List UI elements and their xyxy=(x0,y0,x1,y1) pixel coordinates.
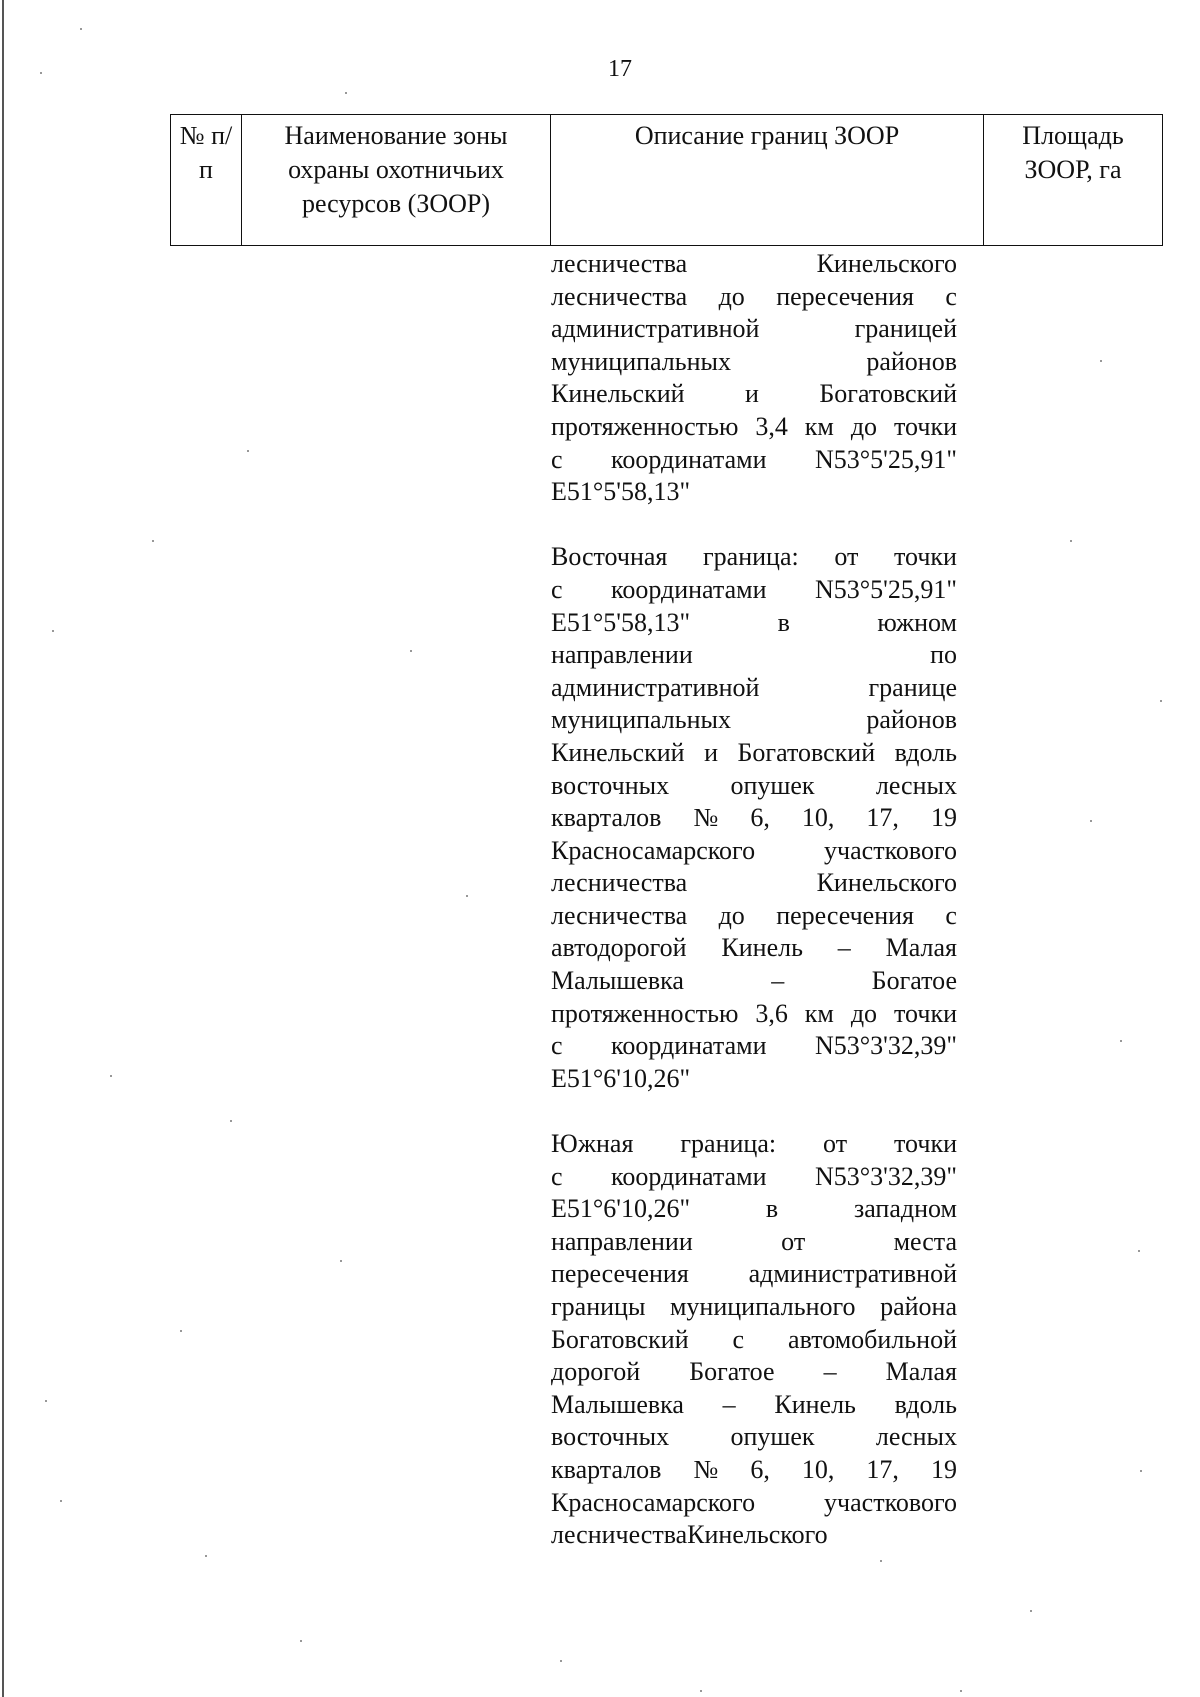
scan-speck xyxy=(60,1500,62,1502)
word: – xyxy=(771,966,785,996)
word: кварталов xyxy=(551,1454,662,1484)
text-line xyxy=(551,900,957,933)
word: Южная xyxy=(551,1129,634,1159)
scan-speck xyxy=(410,650,412,652)
word: вдоль xyxy=(894,737,957,767)
word: с xyxy=(732,1324,745,1354)
word: координатами xyxy=(611,1161,767,1191)
word: Малышевка xyxy=(551,966,684,996)
scan-speck xyxy=(700,1690,702,1692)
text-line xyxy=(551,932,957,965)
word: граница: xyxy=(680,1129,777,1159)
word: 17, xyxy=(866,803,899,833)
word: Кинельского xyxy=(687,1520,828,1550)
word: E51°5'58,13" xyxy=(551,607,691,637)
text-line xyxy=(551,835,957,868)
word: Восточная xyxy=(551,542,668,572)
word: восточных xyxy=(551,1422,670,1452)
text-line xyxy=(551,1324,957,1357)
word: участкового xyxy=(824,835,957,865)
word: места xyxy=(893,1226,957,1256)
text-line xyxy=(551,737,957,770)
word: координатами xyxy=(611,444,767,474)
word: протяженностью xyxy=(551,411,739,441)
scan-speck xyxy=(466,895,468,897)
word: Богатое xyxy=(689,1357,775,1387)
scan-speck xyxy=(1030,1610,1032,1612)
word: с xyxy=(551,1161,563,1191)
word: Кинель xyxy=(721,933,803,963)
column-header-boundary-description: Описание границ ЗООР xyxy=(551,115,984,246)
text-line xyxy=(551,1258,957,1291)
word: до xyxy=(718,900,745,930)
text-line xyxy=(551,770,957,803)
text-line xyxy=(551,867,957,900)
scan-speck xyxy=(230,1120,232,1122)
word: пересечения xyxy=(551,1259,689,1289)
boundary-paragraph xyxy=(551,1128,957,1552)
word: 10, xyxy=(801,803,835,833)
word: координатами xyxy=(611,1031,767,1061)
text-line xyxy=(551,476,957,509)
word: лесничества xyxy=(551,1520,688,1550)
word: в xyxy=(765,1194,779,1224)
word: Кинельский xyxy=(551,737,685,767)
text-line xyxy=(551,639,957,672)
text-line xyxy=(551,672,957,705)
scan-speck xyxy=(1140,1470,1142,1472)
text-line xyxy=(551,1291,957,1324)
text-line xyxy=(551,1356,957,1389)
scan-speck xyxy=(1100,360,1102,362)
word: до xyxy=(850,998,878,1028)
word: участкового xyxy=(824,1487,957,1517)
word: пересечения xyxy=(776,281,915,311)
text-line xyxy=(551,1161,957,1194)
word: Кинельского xyxy=(816,249,957,278)
word: точки xyxy=(894,411,957,441)
word: до xyxy=(850,411,878,441)
word: точки xyxy=(894,998,957,1028)
word: 3,6 xyxy=(755,998,788,1028)
column-header-zone-name: Наименование зоны охраны охотничьих ресурсов (ЗООР) xyxy=(242,115,551,246)
boundary-description-text xyxy=(551,248,957,1552)
word: № xyxy=(693,803,719,833)
word: и xyxy=(704,737,718,767)
scan-speck xyxy=(152,540,154,542)
scan-speck xyxy=(1160,700,1162,702)
word: N53°3'32,39" xyxy=(815,1161,957,1191)
word: опушек xyxy=(730,1422,815,1452)
text-line xyxy=(551,1454,957,1487)
word: автомобильной xyxy=(788,1324,957,1354)
text-line xyxy=(551,1193,957,1226)
word: лесных xyxy=(875,1422,957,1452)
word: с xyxy=(945,900,957,930)
word: муниципальных xyxy=(551,346,732,376)
word: лесничества xyxy=(551,900,688,930)
word: координатами xyxy=(611,574,767,604)
word: 19 xyxy=(930,803,957,833)
word: лесничества xyxy=(551,868,688,898)
text-line xyxy=(551,1519,957,1552)
word: Кинельского xyxy=(816,868,957,898)
scan-speck xyxy=(52,630,54,632)
word: от xyxy=(834,542,859,572)
word: 3,4 xyxy=(755,411,788,441)
scan-speck xyxy=(345,92,347,94)
word: с xyxy=(945,281,957,311)
column-header-number: № п/п xyxy=(171,115,242,246)
word: до xyxy=(718,281,745,311)
word: вдоль xyxy=(894,1389,957,1419)
scan-speck xyxy=(247,450,249,452)
scan-speck xyxy=(340,1260,342,1262)
page-number: 17 xyxy=(608,56,632,82)
text-line xyxy=(551,704,957,737)
word: дорогой xyxy=(551,1357,641,1387)
text-line xyxy=(551,1487,957,1520)
word: Богатое xyxy=(871,966,957,996)
word: района xyxy=(880,1292,957,1321)
word: лесных xyxy=(875,770,957,800)
scan-speck xyxy=(205,1555,207,1557)
word: Богатовский xyxy=(819,379,957,409)
word: N53°5'25,91" xyxy=(815,574,957,604)
word: административной xyxy=(551,314,760,344)
text-line xyxy=(551,1128,957,1161)
word: Красносамарского xyxy=(551,835,756,865)
scan-speck xyxy=(45,1400,47,1402)
word: № xyxy=(693,1454,719,1484)
word: граница: xyxy=(703,542,799,572)
word: муниципального xyxy=(669,1292,856,1321)
word: Малая xyxy=(885,933,957,963)
text-line xyxy=(551,574,957,607)
text-line xyxy=(551,802,957,835)
word: Малая xyxy=(885,1357,957,1387)
word: Красносамарского xyxy=(551,1487,756,1517)
scan-speck xyxy=(1120,1040,1122,1042)
word: N53°3'32,39" xyxy=(815,1031,957,1061)
word: 6, xyxy=(750,803,770,833)
text-line xyxy=(551,444,957,477)
word: км xyxy=(804,411,834,441)
text-line xyxy=(551,281,957,314)
word: 19 xyxy=(930,1454,957,1484)
word: и xyxy=(745,379,759,409)
scan-speck xyxy=(180,1330,182,1332)
text-line xyxy=(551,248,957,281)
scan-speck xyxy=(960,1690,962,1692)
word: западном xyxy=(853,1194,957,1224)
text-line xyxy=(551,1030,957,1063)
word: с xyxy=(551,574,563,604)
word: административной xyxy=(551,672,760,702)
word: границей xyxy=(854,314,957,344)
word: N53°5'25,91" xyxy=(815,444,957,474)
word: муниципальных xyxy=(551,705,732,735)
word: автодорогой xyxy=(551,933,687,963)
word: кварталов xyxy=(551,803,662,833)
text-line xyxy=(551,313,957,346)
word: E51°6'10,26" xyxy=(551,1194,691,1224)
word: Богатовский xyxy=(551,1324,689,1354)
scan-speck xyxy=(1138,1250,1140,1252)
word: Малышевка xyxy=(551,1389,684,1419)
word: E51°5'58,13" xyxy=(551,477,691,507)
word: от xyxy=(823,1129,848,1159)
word: от xyxy=(781,1226,806,1256)
text-line xyxy=(551,378,957,411)
word: 17, xyxy=(866,1454,899,1484)
word: – xyxy=(722,1389,736,1419)
text-line xyxy=(551,1226,957,1259)
boundary-paragraph xyxy=(551,541,957,1095)
word: точки xyxy=(894,1129,957,1159)
word: 6, xyxy=(750,1454,770,1484)
scan-edge xyxy=(2,0,4,1697)
word: южном xyxy=(877,607,957,637)
text-line xyxy=(551,1063,957,1096)
word: Богатовский xyxy=(737,737,876,767)
word: границе xyxy=(868,672,957,702)
word: точки xyxy=(894,542,957,572)
text-line xyxy=(551,965,957,998)
word: с xyxy=(551,444,563,474)
word: пересечения xyxy=(776,900,915,930)
word: с xyxy=(551,1031,563,1061)
word: направлении xyxy=(551,640,693,670)
scan-speck xyxy=(300,1640,302,1642)
scan-speck xyxy=(40,72,42,74)
boundary-paragraph xyxy=(551,248,957,509)
boundary-table-header xyxy=(170,114,1163,246)
scan-speck xyxy=(110,1075,112,1077)
word: в xyxy=(777,607,790,637)
word: – xyxy=(823,1357,837,1387)
word: направлении xyxy=(551,1226,693,1256)
scan-speck xyxy=(1070,540,1072,542)
text-line xyxy=(551,998,957,1031)
text-line xyxy=(551,411,957,444)
scan-speck xyxy=(560,1660,562,1662)
text-line xyxy=(551,1389,957,1422)
word: районов xyxy=(866,346,957,376)
scan-speck xyxy=(1090,820,1092,822)
text-line xyxy=(551,1421,957,1454)
column-header-area: Площадь ЗООР, га xyxy=(984,115,1163,246)
word: 10, xyxy=(801,1454,835,1484)
word: E51°6'10,26" xyxy=(551,1063,691,1093)
text-line xyxy=(551,346,957,379)
word: восточных xyxy=(551,770,670,800)
word: административной xyxy=(748,1259,957,1289)
word: границы xyxy=(551,1292,646,1321)
text-line xyxy=(551,541,957,574)
word: лесничества xyxy=(551,249,688,278)
word: опушек xyxy=(730,770,815,800)
word: км xyxy=(804,998,834,1028)
scan-speck xyxy=(880,1560,882,1562)
word: лесничества xyxy=(551,281,688,311)
word: Кинель xyxy=(774,1389,856,1419)
word: Кинельский xyxy=(551,379,685,409)
text-line xyxy=(551,607,957,640)
word: по xyxy=(930,640,957,670)
word: протяженностью xyxy=(551,998,739,1028)
scan-speck xyxy=(80,28,82,30)
word: – xyxy=(837,933,851,963)
word: районов xyxy=(866,705,957,735)
